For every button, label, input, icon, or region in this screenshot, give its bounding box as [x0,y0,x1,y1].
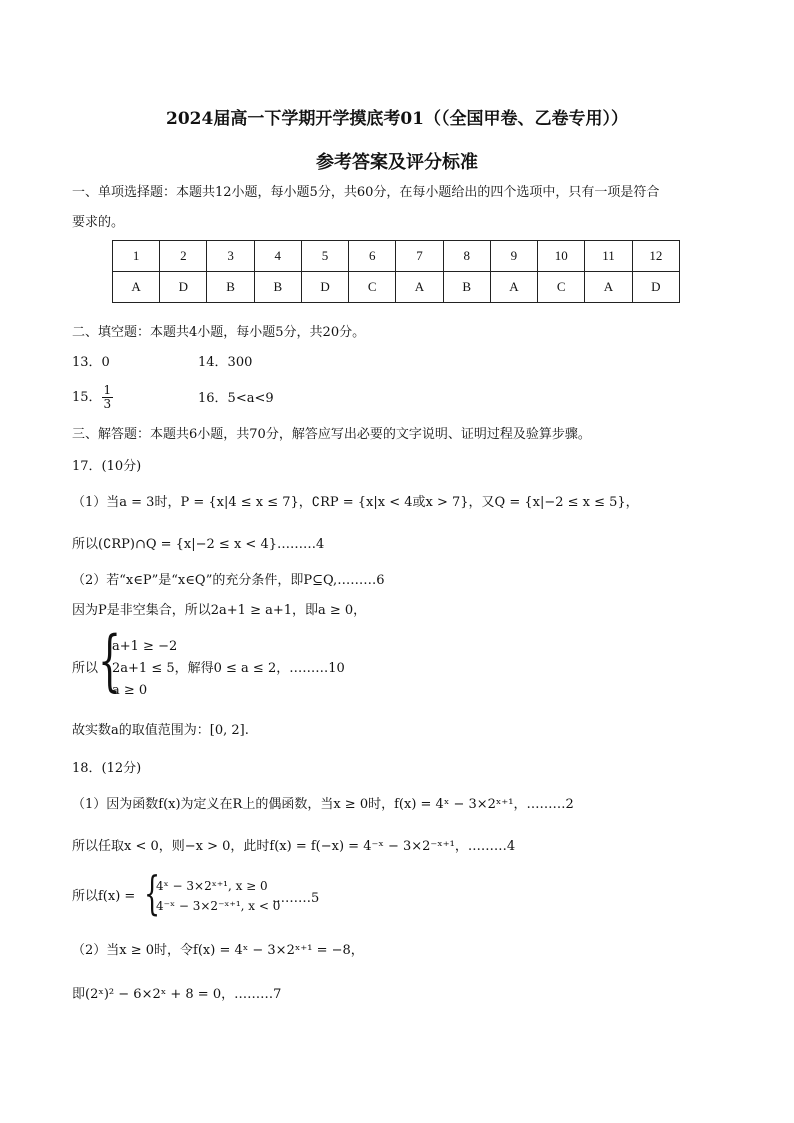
q18-piecewise-function [156,876,280,916]
section2-header: 二、填空题：本题共4小题，每小题5分，共20分。 [72,325,366,340]
answer-13: 13．0 [72,355,110,370]
question-number-cell: 2 [160,241,207,272]
answer-letter-cell: C [349,272,396,303]
fraction-numerator: 1 [103,383,112,397]
q17-line4: 因为P是非空集合，所以2a+1 ≥ a+1，即a ≥ 0， [72,603,367,618]
answer-14: 14．300 [198,355,253,370]
document-title: 2024届高一下学期开学摸底考01（（全国甲卷、乙卷专用）） [166,109,628,129]
q18-line3: （2）当x ≥ 0时，令f(x) = 4ˣ − 3×2ˣ⁺¹ = −8， [72,943,364,958]
question-number-cell: 11 [585,241,632,272]
answer-letter-cell: A [396,272,443,303]
question-number-cell: 7 [396,241,443,272]
q17-inequality-system [112,636,345,702]
q18-line4: 即(2ˣ)² − 6×2ˣ + 8 = 0，………7 [72,987,282,1002]
answer-letter-cell: D [160,272,207,303]
answer-table-answer-row [113,272,680,303]
question-number-cell: 6 [349,241,396,272]
q18-piecewise-score: ………5 [272,891,320,906]
answer-table-number-row [113,241,680,272]
section1-instructions-line2: 要求的。 [72,215,125,230]
q18-piecewise-prefix: 所以f(x) = [72,889,136,904]
answer-letter-cell: A [585,272,632,303]
answer-letter-cell: A [490,272,537,303]
answer-letter-cell: A [113,272,160,303]
question-number-cell: 9 [490,241,537,272]
q18-line2: 所以任取x < 0，则−x > 0，此时f(x) = f(−x) = 4⁻ˣ − 3×2⁻ˣ⁺¹，………4 [72,839,516,854]
answer-letter-cell: C [538,272,585,303]
section3-header: 三、解答题：本题共6小题，共70分，解答应写出必要的文字说明、证明过程及验算步骤。 [72,427,591,442]
answer-letter-cell: B [443,272,490,303]
document-subtitle: 参考答案及评分标准 [316,152,478,173]
q17-line1: （1）当a = 3时，P = {x|4 ≤ x ≤ 7}，∁RP = {x|x < 4或x > 7}，又Q = {x|−2 ≤ x ≤ 5}， [72,495,639,510]
q17-system-row3: a ≥ 0 [112,683,148,698]
answer-15-label: 15． [72,390,102,405]
question-number-cell: 1 [113,241,160,272]
answer-table [112,240,680,303]
q18-line1: （1）因为函数f(x)为定义在R上的偶函数，当x ≥ 0时，f(x) = 4ˣ − 3×2ˣ⁺¹，………2 [72,797,574,812]
answer-15 [72,384,113,411]
left-brace-icon: { [98,622,122,699]
fraction-denominator: 3 [103,397,112,411]
q17-line2: 所以(∁RP)∩Q = {x|−2 ≤ x < 4}………4 [72,537,325,552]
answer-16: 16．5<a<9 [198,391,274,406]
question-number-cell: 8 [443,241,490,272]
question-number-cell: 4 [254,241,301,272]
q17-system-row2: 2a+1 ≤ 5，解得0 ≤ a ≤ 2，………10 [112,661,345,676]
q17-heading: 17．(10分) [72,459,142,474]
question-number-cell: 3 [207,241,254,272]
answer-letter-cell: D [632,272,679,303]
question-number-cell: 5 [301,241,348,272]
q17-system-prefix: 所以 [72,661,99,676]
fraction-one-third [102,384,114,411]
q17-line3: （2）若“x∈P”是“x∈Q”的充分条件，即P⊆Q,………6 [72,573,385,588]
question-number-cell: 10 [538,241,585,272]
q17-conclusion: 故实数a的取值范围为：[0, 2]. [72,723,249,738]
q17-system-row1: a+1 ≥ −2 [112,639,178,654]
question-number-cell: 12 [632,241,679,272]
section1-instructions-line1: 一、单项选择题：本题共12小题，每小题5分，共60分，在每小题给出的四个选项中，只有一项是符合 [72,185,660,200]
q18-piecewise-row2: 4⁻ˣ − 3×2⁻ˣ⁺¹, x < 0 [156,899,281,913]
answer-letter-cell: D [301,272,348,303]
q18-heading: 18．(12分) [72,761,142,776]
answer-letter-cell: B [254,272,301,303]
answer-letter-cell: B [207,272,254,303]
q18-piecewise-row1: 4ˣ − 3×2ˣ⁺¹, x ≥ 0 [156,879,268,893]
left-brace-icon: { [144,866,161,920]
